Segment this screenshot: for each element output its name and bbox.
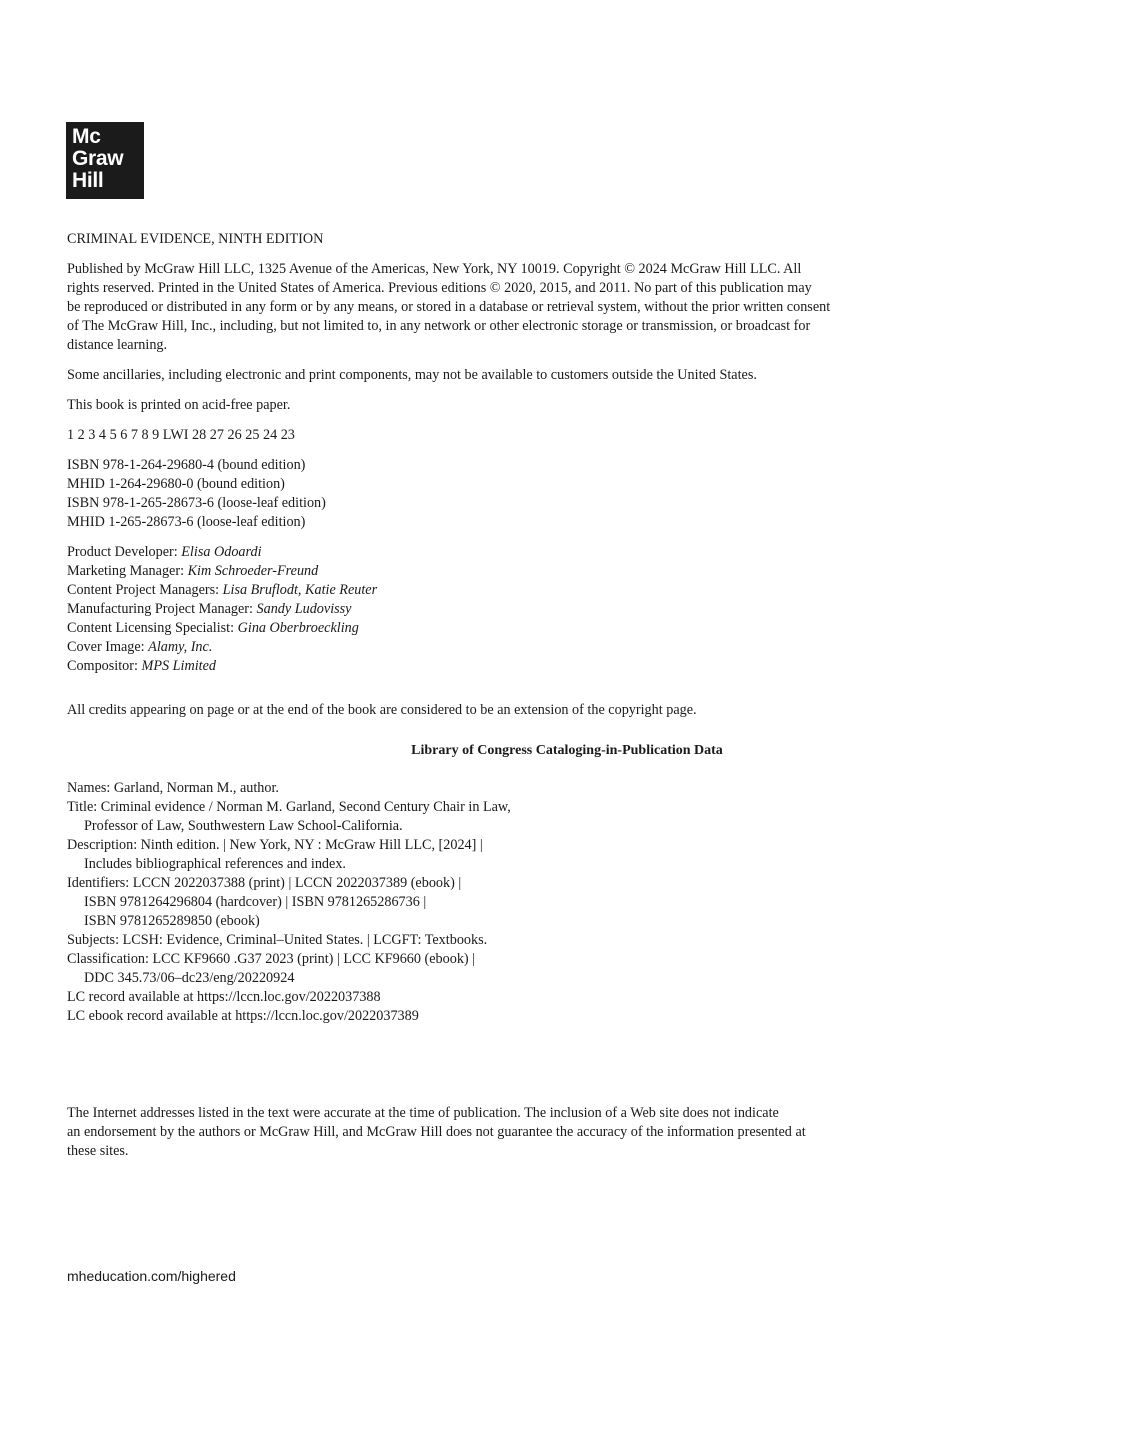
internet-line: The Internet addresses listed in the text were accurate at the time of publication. The inclusion of a Web site does not indicate	[67, 1105, 779, 1121]
isbn-list	[67, 456, 987, 532]
logo-line-2: Graw	[72, 147, 124, 170]
cip-data	[67, 779, 987, 1026]
logo-line-1: Mc	[72, 125, 101, 148]
cip-line: LC ebook record available at https://lccn.loc.gov/2022037389	[67, 1008, 419, 1024]
credit-line	[67, 562, 987, 581]
publication-line: Published by McGraw Hill LLC, 1325 Avenue of the Americas, New York, NY 10019. Copyright © 2024 McGraw Hill LLC. All	[67, 261, 802, 277]
cip-line: Classification: LCC KF9660 .G37 2023 (print) | LCC KF9660 (ebook) |	[67, 951, 476, 967]
internet-line: these sites.	[67, 1143, 129, 1159]
cip-line: Subjects: LCSH: Evidence, Criminal–United States. | LCGFT: Textbooks.	[67, 932, 488, 948]
cip-line: LC record available at https://lccn.loc.gov/2022037388	[67, 989, 381, 1005]
isbn-line: ISBN 978-1-265-28673-6 (loose-leaf edition)	[67, 495, 326, 511]
isbn-line: ISBN 978-1-264-29680-4 (bound edition)	[67, 457, 306, 473]
ancillaries-text: Some ancillaries, including electronic and print components, may not be available to customers outside the United States.	[67, 367, 757, 383]
printing-line-text: 1 2 3 4 5 6 7 8 9 LWI 28 27 26 25 24 23	[67, 427, 295, 443]
ancillaries-notice	[67, 366, 987, 385]
credit-role: Manufacturing Project Manager:	[67, 601, 257, 617]
publication-line: of The McGraw Hill, Inc., including, but not limited to, in any network or other electronic storage or transmission, or broadcast for	[67, 318, 811, 334]
credit-role: Cover Image:	[67, 639, 149, 655]
mcgraw-hill-logo	[66, 122, 144, 199]
cip-line: Description: Ninth edition. | New York, NY : McGraw Hill LLC, [2024] |	[67, 837, 483, 853]
credit-line	[67, 543, 987, 562]
credit-line	[67, 600, 987, 619]
credit-role: Content Project Managers:	[67, 582, 223, 598]
paper-text: This book is printed on acid-free paper.	[67, 397, 291, 413]
publication-line: distance learning.	[67, 337, 168, 353]
cip-line: Identifiers: LCCN 2022037388 (print) | LCCN 2022037389 (ebook) |	[67, 875, 462, 891]
credits-list	[67, 543, 987, 676]
credit-name: MPS Limited	[141, 658, 216, 674]
isbn-line: MHID 1-264-29680-0 (bound edition)	[67, 476, 285, 492]
credits-note	[67, 701, 987, 720]
credit-line	[67, 638, 987, 657]
isbn-line: MHID 1-265-28673-6 (loose-leaf edition)	[67, 514, 306, 530]
credit-line	[67, 657, 987, 676]
cip-line: Includes bibliographical references and index.	[84, 856, 346, 872]
credit-role: Marketing Manager:	[67, 563, 188, 579]
cip-line: ISBN 9781264296804 (hardcover) | ISBN 9781265286736 |	[84, 894, 427, 910]
internet-line: an endorsement by the authors or McGraw Hill, and McGraw Hill does not guarantee the accuracy of the information presented at	[67, 1124, 806, 1140]
credits-note-text: All credits appearing on page or at the end of the book are considered to be an extension of the copyright page.	[67, 702, 697, 718]
credit-role: Compositor:	[67, 658, 142, 674]
publication-line: be reproduced or distributed in any form or by any means, or stored in a database or retrieval system, without the prior written consent	[67, 299, 831, 315]
website-url: mheducation.com/highered	[67, 1268, 236, 1284]
credit-role: Product Developer:	[67, 544, 182, 560]
credit-line	[67, 581, 987, 600]
paper-notice	[67, 396, 987, 415]
cip-line: Names: Garland, Norman M., author.	[67, 780, 279, 796]
logo-line-3: Hill	[72, 169, 104, 192]
book-title-text: CRIMINAL EVIDENCE, NINTH EDITION	[67, 231, 324, 247]
printing-line	[67, 426, 987, 445]
credit-name: Lisa Bruflodt, Katie Reuter	[222, 582, 378, 598]
internet-disclaimer	[67, 1104, 987, 1161]
cip-line: Professor of Law, Southwestern Law School-California.	[84, 818, 403, 834]
cip-heading: Library of Congress Cataloging-in-Publication Data	[411, 743, 723, 758]
credit-role: Content Licensing Specialist:	[67, 620, 238, 636]
publication-line: rights reserved. Printed in the United States of America. Previous editions © 2020, 2015, and 2011. No part of this publication may	[67, 280, 812, 296]
book-title	[67, 230, 987, 249]
credit-name: Gina Oberbroeckling	[237, 620, 359, 636]
credit-name: Kim Schroeder-Freund	[187, 563, 319, 579]
cip-line: DDC 345.73/06–dc23/eng/20220924	[84, 970, 295, 986]
cip-line: Title: Criminal evidence / Norman M. Garland, Second Century Chair in Law,	[67, 799, 511, 815]
credit-name: Elisa Odoardi	[181, 544, 262, 560]
publication-notice	[67, 260, 987, 355]
credit-line	[67, 619, 987, 638]
credit-name: Alamy, Inc.	[148, 639, 213, 655]
credit-name: Sandy Ludovissy	[256, 601, 352, 617]
cip-line: ISBN 9781265289850 (ebook)	[84, 913, 260, 929]
